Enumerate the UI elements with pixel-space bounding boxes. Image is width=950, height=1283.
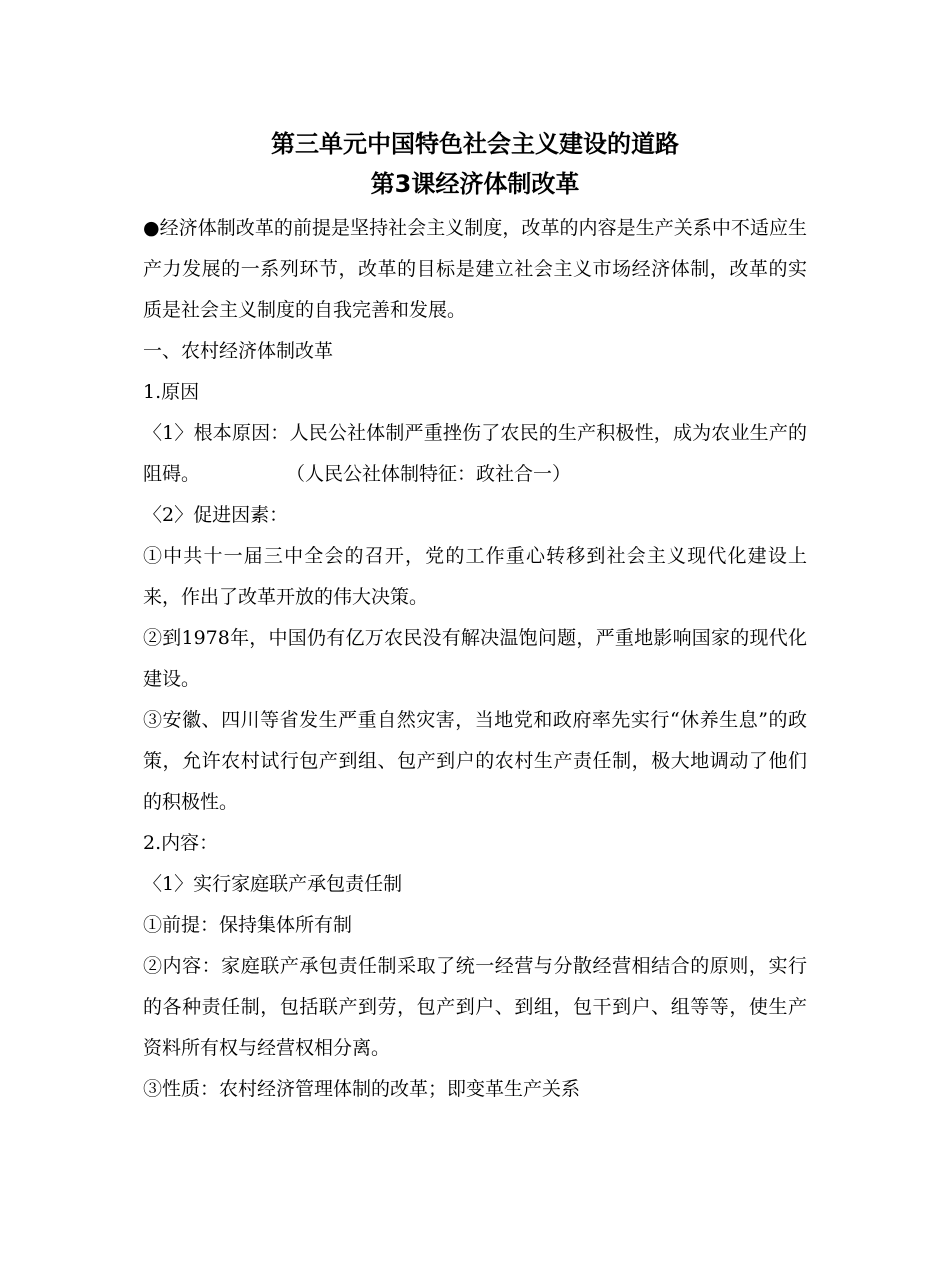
- paragraph-premise: ●经济体制改革的前提是坚持社会主义制度，改革的内容是生产关系中不适应生产力发展的一系列环节，改革的目标是建立社会主义市场经济体制，改革的实质是社会主义制度的自我完善和发展。: [143, 217, 807, 321]
- section-heading-rural-reform: 一、农村经济体制改革: [143, 340, 334, 362]
- paragraph-factor-1: ①中共十一届三中全会的召开，党的工作重心转移到社会主义现代化建设上来，作出了改革开放的伟大决策。: [143, 545, 807, 608]
- paragraph-content-detail: ②内容：家庭联产承包责任制采取了统一经营与分散经营相结合的原则，实行的各种责任制，包括联产到劳，包产到户、到组，包干到户、组等等，使生产资料所有权与经营权相分离。: [143, 955, 807, 1059]
- lesson-title: 第3课经济体制改革: [370, 170, 580, 198]
- paragraph-factor-3: ③安徽、四川等省发生严重自然灾害，当地党和政府率先实行“休养生息”的政策，允许农村试行包产到组、包产到户的农村生产责任制，极大地调动了他们的积极性。: [143, 709, 807, 813]
- paragraph-root-cause: [143, 413, 807, 495]
- paragraph-premise-collective: ①前提：保持集体所有制: [143, 914, 353, 936]
- subheading-household-responsibility: 〈1〉实行家庭联产承包责任制: [143, 873, 403, 895]
- document-body: [143, 208, 807, 1110]
- unit-title: 第三单元中国特色社会主义建设的道路: [271, 130, 679, 158]
- paragraph-factor-2: ②到1978年，中国仍有亿万农民没有解决温饱问题，严重地影响国家的现代化建设。: [143, 627, 807, 690]
- paragraph-nature: ③性质：农村经济管理体制的改革；即变革生产关系: [143, 1078, 581, 1100]
- subheading-content: 2.内容：: [143, 832, 219, 854]
- commune-feature-note: （人民公社体制特征：政社合一）: [286, 463, 572, 485]
- root-cause-text: 〈1〉根本原因：人民公社体制严重挫伤了农民的生产积极性，成为农业生产的阻碍。: [143, 422, 807, 485]
- subheading-promoting-factors: 〈2〉促进因素：: [143, 504, 289, 526]
- subheading-causes: 1.原因: [143, 381, 200, 403]
